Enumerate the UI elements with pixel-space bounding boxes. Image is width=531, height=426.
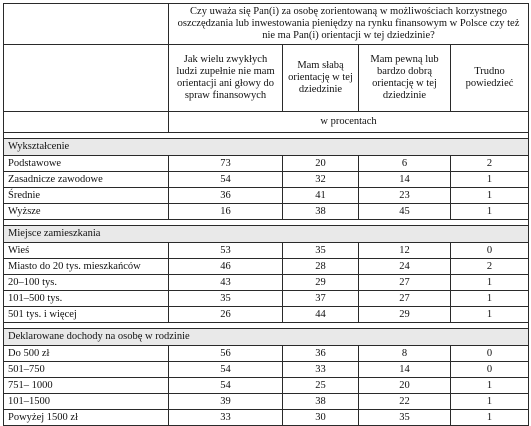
value-no-orientation: 26: [169, 307, 283, 323]
value-hard-to-say: 1: [451, 291, 529, 307]
table-row: [4, 346, 529, 362]
table-row: [4, 291, 529, 307]
value-hard-to-say: 1: [451, 188, 529, 204]
table-row: [4, 410, 529, 426]
row-label: 501–750: [4, 362, 169, 378]
table-row: [4, 204, 529, 220]
value-good-orientation: 14: [359, 172, 451, 188]
value-good-orientation: 35: [359, 410, 451, 426]
value-no-orientation: 35: [169, 291, 283, 307]
value-good-orientation: 12: [359, 243, 451, 259]
value-good-orientation: 29: [359, 307, 451, 323]
value-no-orientation: 39: [169, 394, 283, 410]
value-weak-orientation: 29: [283, 275, 359, 291]
table-row: [4, 259, 529, 275]
value-hard-to-say: 0: [451, 243, 529, 259]
value-no-orientation: 16: [169, 204, 283, 220]
value-weak-orientation: 38: [283, 394, 359, 410]
value-no-orientation: 54: [169, 378, 283, 394]
value-good-orientation: 27: [359, 291, 451, 307]
section-header-row: [4, 139, 529, 156]
value-weak-orientation: 44: [283, 307, 359, 323]
row-label: Wieś: [4, 243, 169, 259]
table-row: [4, 156, 529, 172]
value-hard-to-say: 2: [451, 156, 529, 172]
value-hard-to-say: 0: [451, 346, 529, 362]
value-no-orientation: 36: [169, 188, 283, 204]
row-label: 101–1500: [4, 394, 169, 410]
table-row: [4, 307, 529, 323]
value-no-orientation: 56: [169, 346, 283, 362]
value-no-orientation: 33: [169, 410, 283, 426]
section-title: Miejsce zamieszkania: [4, 226, 529, 243]
table-header: [4, 4, 529, 133]
value-hard-to-say: 1: [451, 378, 529, 394]
table-row: [4, 243, 529, 259]
row-label: Wyższe: [4, 204, 169, 220]
value-good-orientation: 27: [359, 275, 451, 291]
value-hard-to-say: 1: [451, 275, 529, 291]
value-weak-orientation: 35: [283, 243, 359, 259]
row-label: 501 tys. i więcej: [4, 307, 169, 323]
value-good-orientation: 20: [359, 378, 451, 394]
section-header-row: [4, 226, 529, 243]
survey-table-container: [3, 3, 529, 426]
row-label: Do 500 zł: [4, 346, 169, 362]
row-label: Powyżej 1500 zł: [4, 410, 169, 426]
value-weak-orientation: 33: [283, 362, 359, 378]
column-header-no-orientation: Jak wielu zwykłych ludzi zupełnie nie mam orientacji ani głowy do spraw finansowych: [169, 45, 283, 112]
value-good-orientation: 45: [359, 204, 451, 220]
value-weak-orientation: 28: [283, 259, 359, 275]
row-label: 20–100 tys.: [4, 275, 169, 291]
value-good-orientation: 8: [359, 346, 451, 362]
value-weak-orientation: 38: [283, 204, 359, 220]
value-no-orientation: 43: [169, 275, 283, 291]
row-label: 751– 1000: [4, 378, 169, 394]
value-weak-orientation: 20: [283, 156, 359, 172]
table-row: [4, 378, 529, 394]
column-header-weak-orientation: Mam słabą orientację w tej dziedzinie: [283, 45, 359, 112]
value-no-orientation: 73: [169, 156, 283, 172]
value-hard-to-say: 1: [451, 307, 529, 323]
value-hard-to-say: 1: [451, 204, 529, 220]
row-label: Średnie: [4, 188, 169, 204]
table-row: [4, 172, 529, 188]
value-no-orientation: 54: [169, 362, 283, 378]
table-row: [4, 362, 529, 378]
value-weak-orientation: 30: [283, 410, 359, 426]
value-no-orientation: 46: [169, 259, 283, 275]
section-header-row: [4, 329, 529, 346]
value-hard-to-say: 1: [451, 172, 529, 188]
value-hard-to-say: 1: [451, 394, 529, 410]
value-good-orientation: 23: [359, 188, 451, 204]
value-hard-to-say: 0: [451, 362, 529, 378]
value-weak-orientation: 41: [283, 188, 359, 204]
table-body: [4, 133, 529, 426]
row-label: Miasto do 20 tys. mieszkańców: [4, 259, 169, 275]
survey-table: [3, 3, 529, 426]
value-good-orientation: 24: [359, 259, 451, 275]
section-title: Deklarowane dochody na osobę w rodzinie: [4, 329, 529, 346]
value-good-orientation: 22: [359, 394, 451, 410]
value-hard-to-say: 1: [451, 410, 529, 426]
row-label: 101–500 tys.: [4, 291, 169, 307]
corner-cell: [4, 112, 169, 133]
table-row: [4, 188, 529, 204]
value-weak-orientation: 36: [283, 346, 359, 362]
column-header-good-orientation: Mam pewną lub bardzo dobrą orientację w tej dziedzinie: [359, 45, 451, 112]
section-title: Wykształcenie: [4, 139, 529, 156]
corner-cell: [4, 4, 169, 45]
question-header: Czy uważa się Pan(i) za osobę zorientowaną w możliwościach korzystnego oszczędzania lub inwestowania pieniędzy na rynku finansowym w Polsce czy też nie ma Pan(i) orientacji w tej dziedzinie?: [169, 4, 529, 45]
column-header-hard-to-say: Trudno powiedzieć: [451, 45, 529, 112]
value-no-orientation: 53: [169, 243, 283, 259]
value-good-orientation: 14: [359, 362, 451, 378]
value-weak-orientation: 25: [283, 378, 359, 394]
value-weak-orientation: 32: [283, 172, 359, 188]
table-row: [4, 275, 529, 291]
value-good-orientation: 6: [359, 156, 451, 172]
unit-label: w procentach: [169, 112, 529, 133]
value-hard-to-say: 2: [451, 259, 529, 275]
table-row: [4, 394, 529, 410]
value-weak-orientation: 37: [283, 291, 359, 307]
row-label: Podstawowe: [4, 156, 169, 172]
value-no-orientation: 54: [169, 172, 283, 188]
row-label: Zasadnicze zawodowe: [4, 172, 169, 188]
corner-cell: [4, 45, 169, 112]
